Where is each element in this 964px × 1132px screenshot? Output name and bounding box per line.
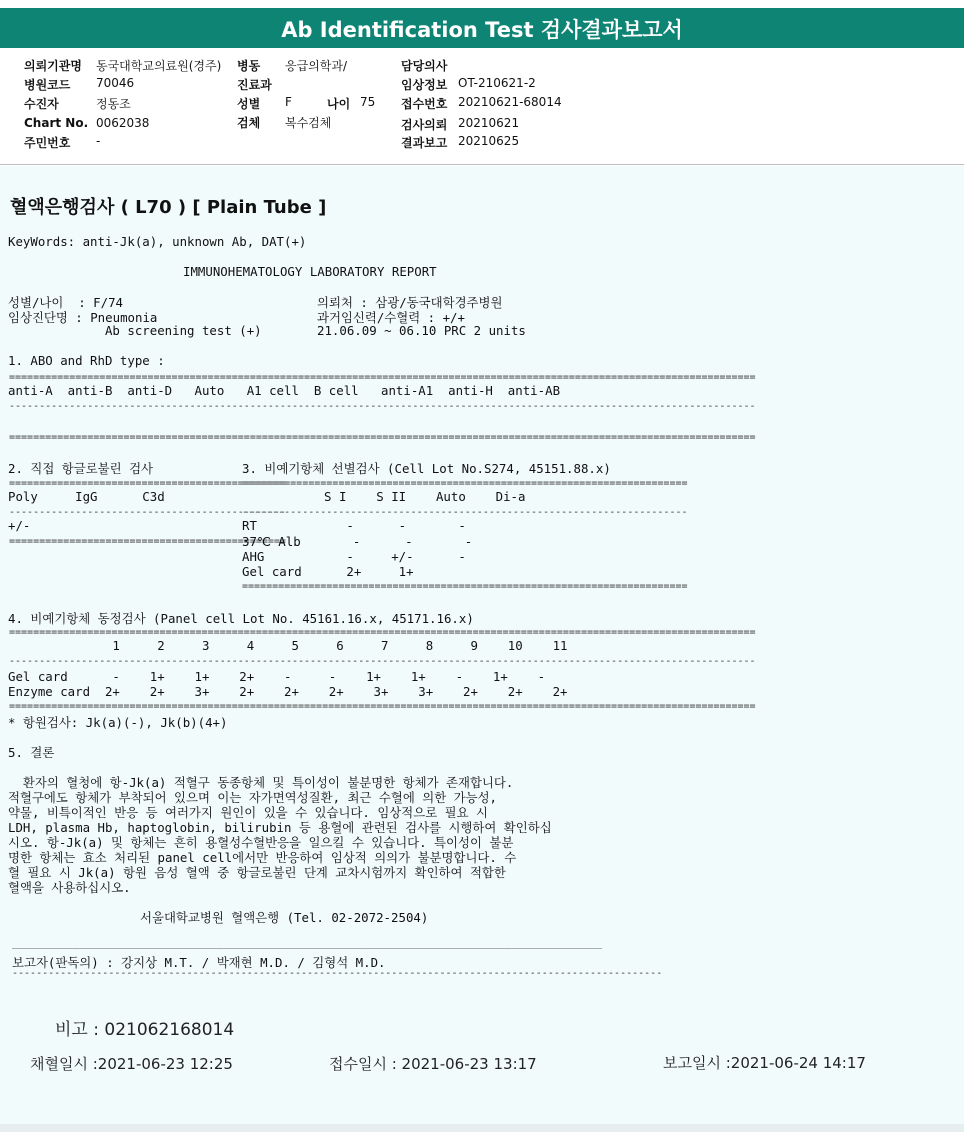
screen-row-rt: RT - - - — [242, 518, 466, 533]
institution: 서울대학교병원 혈액은행 (Tel. 02-2072-2504) — [140, 910, 429, 925]
ward-value: 응급의학과/ — [285, 59, 348, 73]
hospital-code-value: 70046 — [96, 76, 135, 90]
screen-row-ahg: AHG - +/- - — [242, 549, 466, 564]
remark: 비고 : 021062168014 — [55, 1020, 235, 1040]
dat-columns: Poly IgG C3d — [8, 489, 165, 504]
reporter: 보고자(판독의) : 강지상 M.T. / 박재현 M.D. / 김형석 M.D. — [12, 955, 386, 970]
specimen-label: 검체 — [237, 116, 261, 130]
conclusion-line: 혈 필요 시 Jk(a) 항원 음성 혈액 중 항글로불린 단계 교차시험까지 확인하여 적합한 — [8, 865, 506, 880]
transfusion-history: 21.06.09 ~ 06.10 PRC 2 units — [317, 323, 526, 338]
screen-row-gel: Gel card 2+ 1+ — [242, 564, 414, 579]
hospital-code-label: 병원코드 — [24, 78, 71, 92]
receipt-no-label: 접수번호 — [401, 97, 448, 111]
keywords: KeyWords: anti-Jk(a), unknown Ab, DAT(+) — [8, 234, 307, 249]
double-rule: ============================================================================================================================ — [9, 432, 756, 443]
patient-referrer: 의뢰처 : 삼광/동국대학경주병원 — [317, 295, 503, 310]
single-rule: ------------------------------------------------------------------------------------------------------------ — [12, 968, 663, 979]
request-date-value: 20210621 — [458, 116, 520, 130]
single-rule: ---------------------------------------------------------------------------------------------------------------------------- — [9, 401, 756, 412]
conclusion-line: 혈액을 사용하십시오. — [8, 880, 131, 895]
conclusion-line: 약물, 비특이적인 반응 등 여러가지 원인이 있을 수 있습니다. 임상적으로 필요 시 — [8, 805, 488, 820]
antigen-test: * 항원검사: Jk(a)(-), Jk(b)(4+) — [8, 715, 228, 730]
hospital-label: 의뢰기관명 — [24, 59, 82, 73]
single-rule: ---------------------------------------------------------------------------------------------------------------------------- — [9, 656, 756, 667]
conclusion-line: 명한 항체는 효소 처리된 panel cell에서만 반응하여 임상적 의의가 불분명합니다. 수 — [8, 850, 517, 865]
report-datetime: 보고일시 :2021-06-24 14:17 — [663, 1054, 866, 1072]
patient-history: 과거임신력/수혈력 : +/+ — [317, 310, 465, 325]
single-rule: __________________________________________________________________________________________________ — [12, 938, 603, 949]
double-rule: ========================================================================== — [242, 581, 688, 592]
double-rule: ============================================================================================================================ — [9, 372, 756, 383]
screen-row-alb: 37℃ Alb - - - — [242, 534, 473, 549]
conclusion-line: 환자의 혈청에 항-Jk(a) 적혈구 동종항체 및 특이성이 불분명한 항체가 존재합니다. — [8, 775, 514, 790]
conclusion-heading: 5. 결론 — [8, 745, 55, 760]
panel-row-enzyme: Enzyme card 2+ 2+ 3+ 2+ 2+ 2+ 3+ 3+ 2+ 2+ 2+ — [8, 684, 568, 699]
panel-heading: 4. 비예기항체 동정검사 (Panel cell Lot No. 45161.16.x, 45171.16.x) — [8, 611, 474, 626]
double-rule: ============================================== — [9, 478, 286, 489]
chart-no-value: 0062038 — [96, 116, 150, 130]
report-date-value: 20210625 — [458, 134, 520, 148]
chart-no-label: Chart No. — [24, 116, 89, 130]
double-rule: ============================================================================================================================ — [9, 627, 756, 638]
abo-heading: 1. ABO and RhD type : — [8, 353, 165, 368]
dat-result: +/- — [8, 518, 31, 533]
double-rule: ========================================================================== — [242, 478, 688, 489]
conclusion-line: 적혈구에도 항체가 부착되어 있으며 이는 자가면역성질환, 최근 수혈에 의한 가능성, — [8, 790, 498, 805]
screen-columns: S I S II Auto Di-a — [242, 489, 526, 504]
resident-no-label: 주민번호 — [24, 136, 71, 150]
single-rule: ---------------------------------------------- — [9, 507, 286, 518]
abo-columns: anti-A anti-B anti-D Auto A1 cell B cell anti-A1 anti-H anti-AB — [8, 383, 561, 398]
lab-title: IMMUNOHEMATOLOGY LABORATORY REPORT — [183, 264, 437, 279]
hospital-value: 동국대학교의료원(경주) — [96, 59, 222, 73]
collection-datetime: 채혈일시 :2021-06-23 12:25 — [30, 1055, 233, 1073]
age-label: 나이 — [327, 97, 351, 111]
patient-diagnosis-2: Ab screening test (+) — [8, 323, 262, 338]
sex-value: F — [285, 95, 292, 109]
receipt-no-value: 20210621-68014 — [458, 95, 562, 109]
sex-label: 성별 — [237, 97, 261, 111]
patient-label: 수진자 — [24, 97, 59, 111]
specimen-value: 복수검체 — [285, 116, 332, 130]
clinical-info-value: OT-210621-2 — [458, 76, 536, 90]
report-title: Ab Identification Test 검사결과보고서 — [281, 18, 683, 42]
report-date-label: 결과보고 — [401, 136, 448, 150]
patient-value: 정동조 — [96, 97, 131, 111]
conclusion-line: LDH, plasma Hb, haptoglobin, bilirubin 등 용혈에 관련된 검사를 시행하여 확인하십 — [8, 820, 552, 835]
single-rule: -------------------------------------------------------------------------- — [242, 507, 688, 518]
panel-row-gel: Gel card - 1+ 1+ 2+ - - 1+ 1+ - 1+ - — [8, 669, 546, 684]
physician-label: 담당의사 — [401, 59, 448, 73]
screen-heading: 3. 비예기항체 선별검사 (Cell Lot No.S274, 45151.88.x) — [242, 461, 611, 476]
panel-columns: 1 2 3 4 5 6 7 8 9 10 11 — [8, 638, 568, 653]
receipt-datetime: 접수일시 : 2021-06-23 13:17 — [329, 1055, 537, 1073]
dat-heading: 2. 직접 항글로불린 검사 — [8, 461, 154, 476]
ward-label: 병동 — [237, 59, 261, 73]
double-rule: ============================================== — [9, 536, 286, 547]
conclusion-line: 시오. 항-Jk(a) 및 항체는 흔히 용혈성수혈반응을 일으킬 수 있습니다. 특이성이 불분 — [8, 835, 514, 850]
patient-diagnosis: 임상진단명 : Pneumonia — [8, 310, 158, 325]
resident-no-value: - — [96, 134, 101, 148]
department-label: 진료과 — [237, 78, 272, 92]
age-value: 75 — [360, 95, 376, 109]
section-title: 혈액은행검사 ( L70 ) [ Plain Tube ] — [10, 197, 327, 218]
patient-sex-age: 성별/나이 : F/74 — [8, 295, 124, 310]
request-date-label: 검사의뢰 — [401, 118, 448, 132]
double-rule: ============================================================================================================================ — [9, 701, 756, 712]
clinical-info-label: 임상정보 — [401, 78, 448, 92]
bottom-strip — [0, 1124, 964, 1132]
